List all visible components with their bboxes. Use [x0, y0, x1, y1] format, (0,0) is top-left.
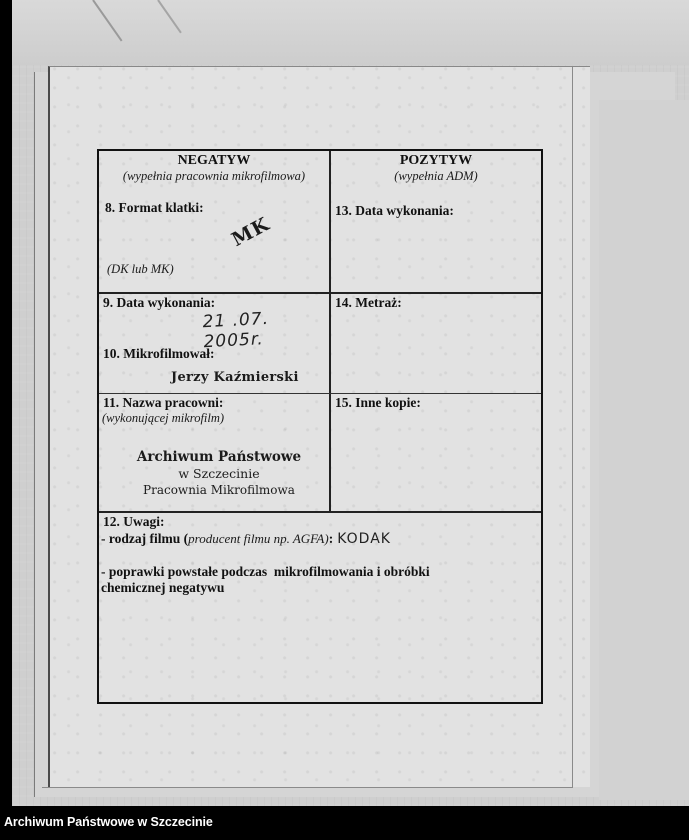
rodzaj-filmu-value: KODAK: [337, 531, 391, 547]
negatyw-title: NEGATYW: [177, 153, 251, 168]
pracownia-stamp-line2: w Szczecinie: [178, 466, 260, 481]
right-sheet-edge: [599, 100, 689, 800]
format-klatki-hint: (DK lub MK): [107, 262, 174, 276]
pozytyw-subtitle: (wypełnia ADM): [394, 169, 478, 183]
poprawki-line2: chemicznej negatywu: [101, 580, 225, 595]
data-wykonania-label: 9. Data wykonania:: [103, 295, 216, 310]
mikrofilmowal-label: 10. Mikrofilmował:: [103, 346, 215, 361]
mikrofilmowal-value: Jerzy Kaźmierski: [171, 370, 299, 385]
archive-footer: Archiwum Państwowe w Szczecinie: [4, 815, 213, 829]
poprawki-line1: - poprawki powstałe podczas mikrofilmowania i obróbki: [101, 564, 430, 579]
metraz-label: 14. Metraż:: [335, 295, 402, 310]
nazwa-pracowni-hint: (wykonującej mikrofilm): [102, 411, 225, 425]
pracownia-stamp-line3: Pracownia Mikrofilmowa: [143, 483, 295, 497]
rodzaj-filmu-colon: :: [328, 531, 334, 546]
nazwa-pracowni-label: 11. Nazwa pracowni:: [103, 395, 224, 410]
pozytyw-data-wykonania-label: 13. Data wykonania:: [335, 203, 454, 218]
format-klatki-label: 8. Format klatki:: [105, 200, 204, 215]
data-wykonania-value: 21 .07. 2005r.: [202, 308, 270, 353]
uwagi-label: 12. Uwagi:: [103, 514, 165, 529]
rodzaj-filmu-hint: producent filmu np. AGFA): [188, 531, 329, 546]
pracownia-stamp-line1: Archiwum Państwowe: [136, 449, 302, 465]
rodzaj-filmu-line: [101, 530, 391, 548]
inne-kopie-cell: [331, 394, 541, 511]
negatyw-subtitle: (wypełnia pracownia mikrofilmowa): [122, 169, 306, 183]
nazwa-pracowni-cell: [99, 394, 329, 511]
pozytyw-cell: [331, 151, 541, 292]
inne-kopie-label: 15. Inne kopie:: [335, 395, 421, 410]
uwagi-cell: [99, 513, 541, 702]
rodzaj-filmu-label: - rodzaj filmu (: [101, 531, 189, 546]
metraz-cell: [331, 294, 541, 393]
pozytyw-title: POZYTYW: [399, 153, 473, 168]
negatyw-cell: [99, 151, 329, 292]
negatyw-data-cell: [99, 294, 329, 393]
microfilm-form: [97, 149, 543, 704]
format-klatki-value: MK: [228, 213, 274, 251]
